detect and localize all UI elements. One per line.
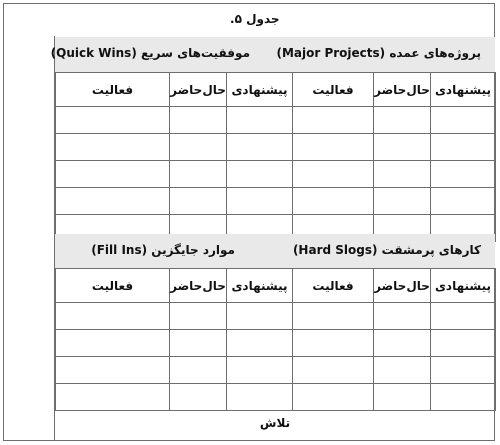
cell[interactable] (170, 107, 227, 134)
cell[interactable] (56, 134, 170, 161)
cell[interactable] (293, 330, 374, 357)
section-title-major-projects: پروژه‌های عمده (Major Projects) (276, 46, 481, 60)
cell[interactable] (431, 134, 496, 161)
cell[interactable] (293, 134, 374, 161)
cell[interactable] (374, 330, 431, 357)
cell[interactable] (374, 107, 431, 134)
cell[interactable] (293, 161, 374, 188)
cell[interactable] (56, 107, 170, 134)
cell[interactable] (431, 107, 496, 134)
cell[interactable] (56, 161, 170, 188)
cell[interactable] (374, 357, 431, 384)
cell[interactable] (227, 134, 293, 161)
cell[interactable] (374, 161, 431, 188)
cell[interactable] (293, 188, 374, 215)
cell[interactable] (56, 188, 170, 215)
col-header-proposed: پیشنهادی (431, 73, 496, 107)
bottom-grid (55, 268, 496, 411)
table-row (56, 303, 496, 330)
table-row (56, 188, 496, 215)
cell[interactable] (170, 188, 227, 215)
col-header-proposed: پیشنهادی (227, 73, 293, 107)
col-header-activity: فعالیت (293, 269, 374, 303)
table-row (56, 107, 496, 134)
cell[interactable] (170, 303, 227, 330)
col-header-activity: فعالیت (293, 73, 374, 107)
cell[interactable] (374, 134, 431, 161)
cell[interactable] (293, 107, 374, 134)
col-header-current: حال‌حاضر (170, 73, 227, 107)
col-header-proposed: پیشنهادی (227, 269, 293, 303)
cell[interactable] (227, 330, 293, 357)
cell[interactable] (374, 188, 431, 215)
section-title-hard-slogs: کارهای پرمشقت (Hard Slogs) (292, 243, 481, 257)
cell[interactable] (227, 188, 293, 215)
col-header-activity: فعالیت (56, 269, 170, 303)
col-header-proposed: پیشنهادی (431, 269, 496, 303)
cell[interactable] (56, 357, 170, 384)
header-row (56, 73, 496, 107)
cell[interactable] (56, 330, 170, 357)
cell[interactable] (170, 161, 227, 188)
cell[interactable] (227, 107, 293, 134)
col-header-current: حال‌حاضر (374, 269, 431, 303)
top-grid (55, 72, 496, 242)
section-title-fill-ins: موارد جایگزین (Fill Ins) (91, 243, 235, 257)
cell[interactable] (374, 303, 431, 330)
cell[interactable] (431, 188, 496, 215)
cell[interactable] (431, 161, 496, 188)
header-row (56, 269, 496, 303)
cell[interactable] (170, 330, 227, 357)
table-caption: جدول ۵. (230, 12, 280, 26)
section-title-quick-wins: موفقیت‌های سریع (Quick Wins) (50, 46, 250, 60)
effort-axis-label: تلاش (259, 416, 291, 430)
cell[interactable] (431, 357, 496, 384)
table-row (56, 330, 496, 357)
cell[interactable] (293, 357, 374, 384)
cell[interactable] (431, 303, 496, 330)
cell[interactable] (170, 134, 227, 161)
col-header-activity: فعالیت (56, 73, 170, 107)
cell[interactable] (56, 303, 170, 330)
cell[interactable] (227, 357, 293, 384)
cell[interactable] (431, 330, 496, 357)
cell[interactable] (227, 161, 293, 188)
cell[interactable] (293, 303, 374, 330)
table-row (56, 161, 496, 188)
table-row (56, 134, 496, 161)
cell[interactable] (227, 303, 293, 330)
table-row (56, 357, 496, 384)
col-header-current: حال‌حاضر (170, 269, 227, 303)
cell[interactable] (170, 357, 227, 384)
col-header-current: حال‌حاضر (374, 73, 431, 107)
